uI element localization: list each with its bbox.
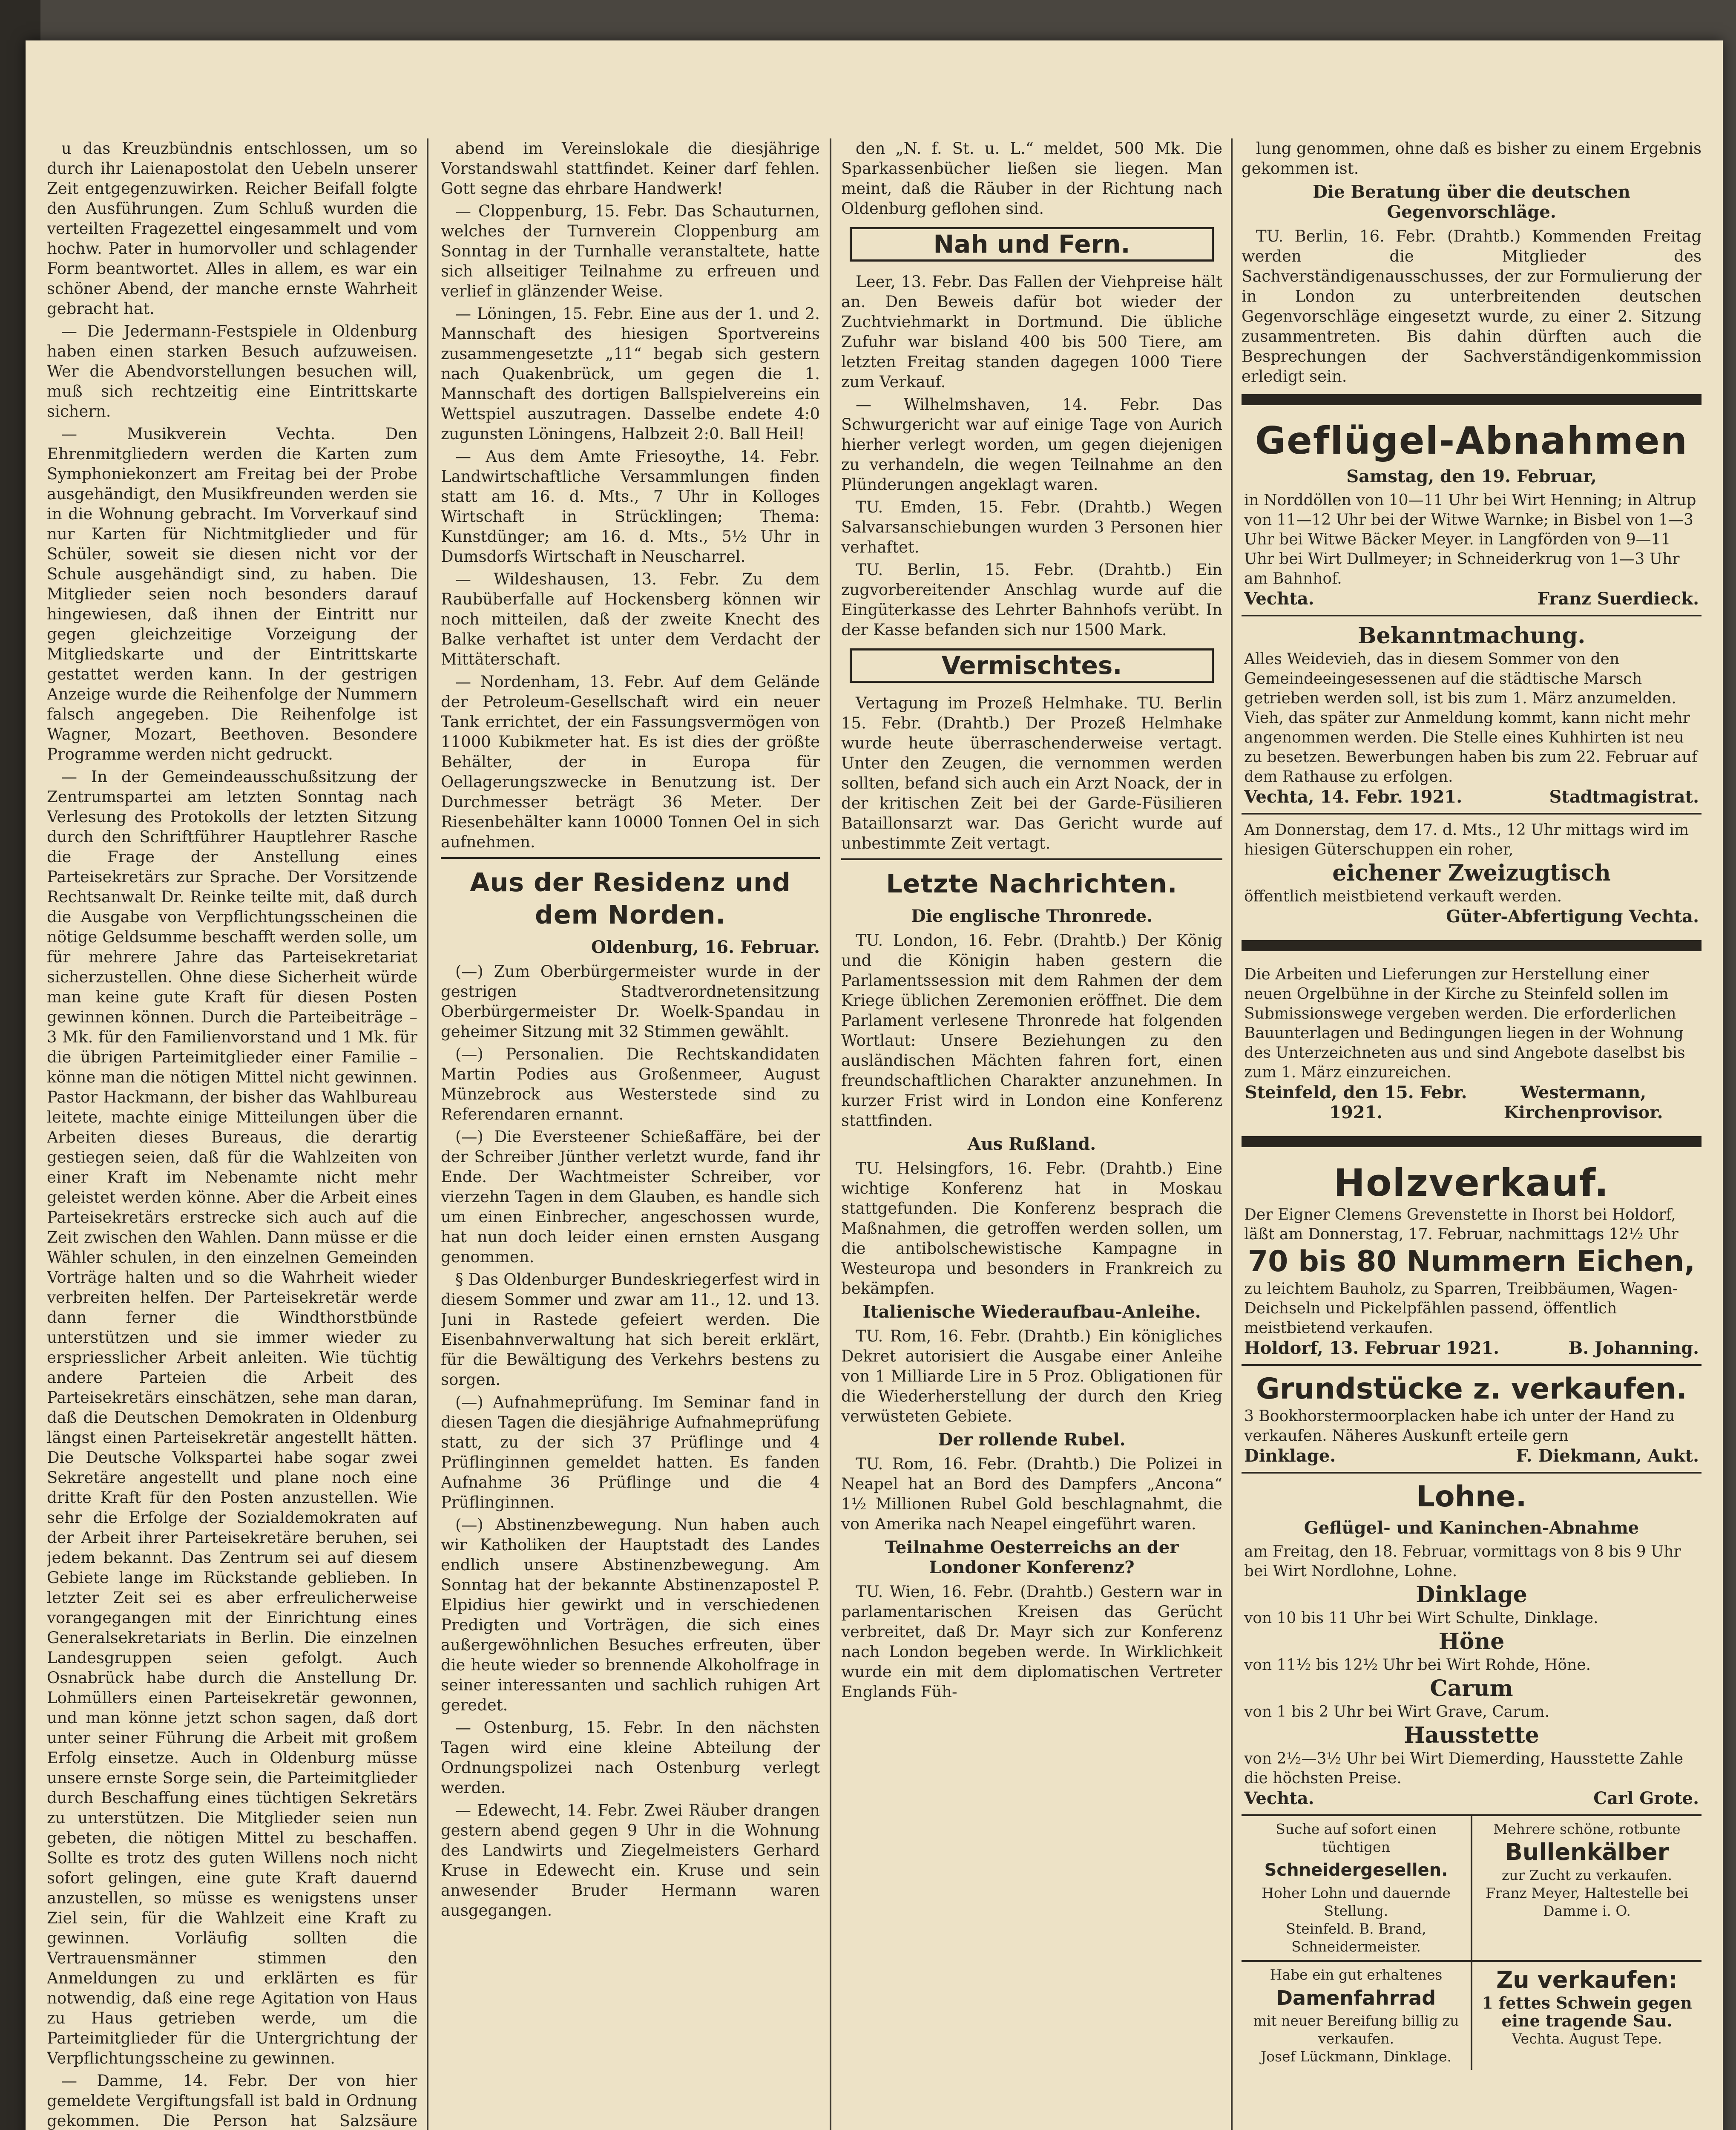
article-paragraph: — Ostenburg, 15. Febr. In den nächsten Tagen wird eine kleine Abteilung der Ordnungspolizei nach Ostenburg verlegt werden. [441,1718,820,1797]
ad-grundstuecke [1242,1364,1702,1472]
ad-damenfahrrad [1242,1962,1471,2070]
ad-signature: Güter-Abfertigung Vechta. [1446,907,1699,927]
ad-gefluegel [1242,413,1702,615]
article-paragraph: — Damme, 14. Febr. Der von hier gemeldete Vergiftungsfall ist bald in Ordnung gekommen. Die Person hat Salzsäure [47,2072,417,2130]
column-4 [1242,138,1702,2130]
article-paragraph: — Die Jedermann-Festspiele in Oldenburg haben einen starken Besuch aufzuweisen. Wer die Abendvorstellungen besuchen will, muß sich rechtzeitig eine Eintrittskarte sichern. [47,322,417,420]
ad-lohne [1242,1472,1702,1814]
ad-place: Vechta. [1244,589,1314,609]
column-rule [830,138,831,2130]
ad-item: eichener Zweizugtisch [1332,860,1611,886]
article-paragraph: — Musikverein Vechta. Den Ehrenmitgliedern werden die Karten zum Symphoniekonzert am Freitag bei der Probe ausgehändigt, den Musikfreunden werden sie in die Wohnung gebracht. Im Vorverkauf sind nur Karten für Nichtmitglieder und für Schüler, soweit sie diesen nicht vor der Schule ausgehändigt sind, zu haben. Die Mitglieder seien noch besonders darauf hingewiesen, daß ihnen der Eintritt nur gegen gleichzeitige Vorzeigung der Mitgliedskarte und der Eintrittskarte gestattet werden kann. In der gestrigen Anzeige wurde die Reihenfolge der Nummern falsch angegeben. Die Reihenfolge ist Wagner, Mozart, Beethoven. Besondere Programme werden nicht gedruckt. [47,425,417,763]
article-paragraph: — Nordenham, 13. Febr. Auf dem Gelände der Petroleum-Gesellschaft wird ein neuer Tank errichtet, der ein Fassungsvermögen von 11000 Kubikmeter hat. Es ist dies der größte Behälter, der in Europa für Oellagerungszwecke in Benutzung ist. Der Durchmesser beträgt 36 Meter. Der Riesenbehälter kann 10000 Tonnen Oel in sich aufnehmen. [441,673,820,851]
article-paragraph: TU. Helsingfors, 16. Febr. (Drahtb.) Eine wichtige Konferenz hat in Moskau stattgefunden. Die Konferenz besprach die Maßnahmen, die getroffen werden sollen, um die antibolschewistische Kampagne in Westeuropa und besonders in Frankreich zu bekämpfen. [841,1159,1222,1298]
ad-place: Holdorf, 13. Februar 1921. [1244,1338,1500,1358]
ad-title: Geflügel-Abnahmen [1255,419,1688,463]
ad-text: von 11½ bis 12½ Uhr bei Wirt Rohde, Höne. [1244,1656,1591,1674]
column-rule [1231,138,1233,2130]
article-paragraph: — Cloppenburg, 15. Febr. Das Schauturnen, welches der Turnverein Cloppenburg am Sonntag in der Turnhalle veranstaltete, hatte sich allseitiger Teilnahme zu erfreuen und verlief in glänzender Weise. [441,202,820,300]
column-rule [427,138,428,2130]
article-paragraph: u das Kreuzbündnis entschlossen, um so durch ihr Laienapostolat den Uebeln unserer Zeit entgegenzuwirken. Reicher Beifall folgte den Ausführungen. Zum Schluß wurden die verteilten Fragezettel eingesammelt und vom hochw. Pater in humorvoller und schlagender Form beantwortet. Alles in allem, es war ein schöner Abend, der manche ernste Wahrheit gebracht hat. [47,139,417,318]
article-paragraph: (—) Personalien. Die Rechtskandidaten Martin Podies aus Großenmeer, August Münzebrock aus Westerstede sind zu Referendaren ernannt. [441,1045,820,1123]
ad-signature: Josef Lückmann, Dinklage. [1261,2048,1451,2065]
divider [841,858,1222,860]
ad-title: Holzverkauf. [1334,1161,1610,1205]
ad-item: Schneidergesellen. [1264,1860,1448,1880]
ad-text: zu leichtem Bauholz, zu Sparren, Treibbäumen, Wagen-Deichseln und Pickelpfählen passend, öffentlich meistbietend verkaufen. [1244,1280,1678,1337]
section-heading-vermischtes: Vermischtes. [850,648,1214,683]
ad-place: Vechta. [1244,1788,1314,1808]
article-paragraph: (—) Abstinenzbewegung. Nun haben auch wir Katholiken der Hauptstadt des Landes endlich unsere Abstinenzbewegung. Am Sonntag hat der bekannte Abstinenzapostel P. Elpidius hier gewirkt und in verschiedenen Predigten und Vorträgen, die sich eines außergewöhnlichen Besuches erfreuten, über die heute wieder so brennende Alkoholfrage in seiner interessanten und sachlich ruhigen Art geredet. [441,1516,820,1714]
ad-title: Bekanntmachung. [1357,623,1586,649]
ad-date: Samstag, den 19. Februar, [1346,466,1597,486]
article-paragraph: — Aus dem Amte Friesoythe, 14. Febr. Landwirtschaftliche Versammlungen finden statt am 16. d. Mts., 7 Uhr in Kolloges Wirtschaft in Strücklingen; Thema: Kunstdünger; am 16. d. Mts., 5½ Uhr in Dumsdorfs Wirtschaft in Neuscharrel. [441,447,820,566]
small-ads-row-2 [1242,1960,1702,2070]
ad-text: von 2½—3½ Uhr bei Wirt Diemerding, Hausstette Zahle die höchsten Preise. [1244,1750,1684,1787]
ad-place-heading: Dinklage [1416,1582,1527,1608]
section-heading-nah-und-fern: Nah und Fern. [850,227,1214,262]
article-paragraph: — Edewecht, 14. Febr. Zwei Räuber drangen gestern abend gegen 9 Uhr in die Wohnung des Landwirts und Ziegelmeisters Gerhard Kruse in Edewecht ein. Kruse und sein anwesender Bruder Hermann waren ausgegangen. [441,1801,820,1920]
article-paragraph: § Das Oldenburger Bundeskriegerfest wird in diesem Sommer und zwar am 11., 12. und 13. Juni in Rastede gefeiert werden. Die Eisenbahnverwaltung hat sich bereit erklärt, für die Bewältigung des Verkehrs bestens zu sorgen. [441,1270,820,1389]
newspaper-page [26,40,1723,2130]
ad-place: Dinklage. [1244,1446,1336,1466]
article-paragraph: abend im Vereinslokale die diesjährige Vorstandswahl stattfindet. Keiner darf fehlen. Gott segne das ehrbare Handwerk! [441,139,820,198]
ad-place-heading: Hausstette [1404,1722,1539,1748]
article-paragraph: — In der Gemeindeausschußsitzung der Zentrumspartei am letzten Sonntag nach Verlesung des Protokolls der letzten Sitzung durch den Schriftführer Hauptlehrer Rasche die Frage der Anstellung eines Parteisekretärs zur Sprache. Der Vorsitzende Rechtsanwalt Dr. Reinke teilte mit, daß durch die Ausgabe von Verpflichtungsscheinen die nötige Geldsumme beschafft werden solle, um für mehrere Jahre das Parteisekretariat sicherzustellen. Ohne diese Sicherheit würde man keine gute Kraft für diesen Posten gewinnen können. Durch die Parteibeiträge – 3 Mk. für den Familienvorstand und 1 Mk. für die übrigen Parteimitglieder einer Familie – könne man die nötigen Mittel nicht gewinnen. Pastor Hackmann, der bisher das Wahlbureau leitete, machte einige Mitteilungen über die Arbeiten dieses Bureaus, die derartig gestiegen seien, daß für die Wahlzeiten von einer Kraft im Nebenamte nicht mehr geleistet werden könne. Aber die Arbeit eines Parteisekretärs erstrecke sich auch auf die Zeit zwischen den Wahlen. Dann müsse er die Wähler schulen, in den einzelnen Gemeinden Vorträge halten und so die Wahrheit wieder verbreiten helfen. Der Parteisekretär werde dann ferner die Windthorstbünde unterstützen und sie immer wieder zu erspriesslicher Arbeit anleiten. Wie tüchtig andere Parteien die Arbeit des Parteisekretärs einschätzen, sehe man daran, daß die Deutschen Demokraten in Oldenburg längst einen Parteisekretär angestellt hätten. Die Deutsche Volkspartei habe sogar zwei Sekretäre angestellt und plane noch eine dritte Kraft für den Posten anzustellen. Wie sehr die Erfolge der Sozialdemokraten auf der Arbeit ihrer Parteisekretäre beruhen, sei jedem bekannt. Das Zentrum sei auf diesem Gebiete lange im Rückstande geblieben. In letzter Zeit sei es aber erfreulicherweise vorangegangen mit der Einrichtung eines Generalsekretariats in Berlin. Die einzelnen Landesgruppen seien gefolgt. Auch Osnabrück habe durch die Anstellung Dr. Lohmüllers einen Parteisekretär gewonnen, und man könne jetzt schon sagen, daß dort unter seiner Führung die Arbeit mit großem Erfolg einsetze. Auch in Oldenburg müsse unsere ernste Sorge sein, die Parteimitglieder durch Beschaffung eines tüchtigen Sekretärs zu unterstützen. Die Mitglieder seien nun gebeten, die nötigen Mittel zu beschaffen. Sollte es trotz des guten Willens noch nicht sofort gelingen, eine gute Kraft dauernd anzustellen, so müsse es wenigstens unser Ziel sein, für die Wahlzeit eine Kraft zu gewinnen. Vorläufig sollten die Vertrauensmänner stimmen den Anmeldungen zu und erklärten es für notwendig, daß eine rege Agitation von Haus zu Haus getrieben werde, um die Parteimitglieder für die Untergrichtung der Verpflichtungsscheine zu gewinnen. [47,768,417,2067]
subheading: Die Beratung über die deutschen Gegenvorschläge. [1313,182,1630,222]
divider [1242,1136,1702,1147]
ad-text: 3 Bookhorstermoorplacken habe ich unter der Hand zu verkaufen. Näheres Auskunft erteile gern [1244,1408,1675,1445]
article-paragraph: TU. London, 16. Febr. (Drahtb.) Der König und die Königin haben gestern die Parlamentssession mit dem Rahmen der dem Kriege üblichen Zeremonien eröffnet. Die dem Parlament verlesene Thronrede hat folgenden Wortlaut: Unsere Beziehungen zu den ausländischen Mächten fahren fort, einen freundschaftlichen Charakter anzunehmen. In kurzer Frist wird in London eine Konferenz stattfinden. [841,931,1222,1130]
subheading: Aus Rußland. [967,1134,1096,1154]
ad-text: Die Arbeiten und Lieferungen zur Herstellung einer neuen Orgelbühne in der Kirche zu Steinfeld sollen im Submissionswege vergeben werden. Die erforderlichen Bauunterlagen und Bedingungen liegen in der Wohnung des Unterzeichneten aus und sind Angebote daselbst bis zum 1. März einzureichen. [1244,966,1685,1081]
article-paragraph: Vertagung im Prozeß Helmhake. TU. Berlin 15. Febr. (Drahtb.) Der Prozeß Helmhake wurde heute überraschenderweise vertagt. Unter den Zeugen, die vernommen werden sollten, befand sich auch ein Arzt Noack, der in der kritischen Zeit bei der Garde-Füsilieren Bataillonsarzt war. Das Gericht wurde auf unbestimmte Zeit vertagt. [841,694,1222,852]
ad-text: 1 fettes Schwein gegen eine tragende Sau. [1482,1993,1692,2030]
ad-item: 70 bis 80 Nummern Eichen, [1247,1245,1696,1278]
ad-orgelbuehne [1242,959,1702,1128]
ad-bekanntmachung [1242,615,1702,813]
column-1 [47,138,417,2130]
ad-item: Bullenkälber [1505,1839,1669,1865]
ad-signature: Franz Meyer, Haltestelle bei Damme i. O. [1486,1885,1688,1919]
section-heading-residenz: Aus der Residenz und dem Norden. [470,868,791,930]
ad-signature: B. Johanning. [1568,1338,1699,1358]
ad-text: mit neuer Bereifung billig zu verkaufen. [1253,2012,1459,2047]
section-heading-letzte-nachrichten: Letzte Nachrichten. [886,869,1178,899]
ad-schneidergeselle [1242,1816,1471,1960]
article-paragraph: TU. Rom, 16. Febr. (Drahtb.) Ein königliches Dekret autorisiert die Ausgabe einer Anleihe von 1 Milliarde Lire in 5 Proz. Obligationen für die Wiederherstellung der durch den Krieg verwüsteten Gebiete. [841,1327,1222,1425]
divider [1242,394,1702,405]
subheading: Teilnahme Oesterreichs an der Londoner Konferenz? [885,1537,1179,1577]
dateline: Oldenburg, 16. Februar. [591,937,820,957]
ad-place-heading: Höne [1438,1629,1505,1655]
ad-signature: F. Diekmann, Aukt. [1516,1446,1699,1466]
ad-text: Mehrere schöne, rotbunte [1493,1821,1681,1837]
ad-text: am Freitag, den 18. Februar, vormittags von 8 bis 9 Uhr bei Wirt Nordlohne, Lohne. [1244,1543,1681,1580]
article-paragraph: TU. Wien, 16. Febr. (Drahtb.) Gestern war in parlamentarischen Kreisen das Gerücht verbreitet, daß Dr. Mayr sich zur Konferenz nach London begeben werde. In Wirklichkeit wurde ein mit dem diplomatischen Vertreter Englands Füh- [841,1583,1222,1701]
ad-signature: Franz Suerdieck. [1537,589,1699,609]
divider [1242,940,1702,951]
article-paragraph: TU. Berlin, 16. Febr. (Drahtb.) Kommenden Freitag werden die Mitglieder des Sachverständigenausschusses, der zur Formulierung der in London zu unterbreitenden deutschen Gegenvorschläge eingesetzt wurde, zu einer 2. Sitzung zusammentreten. Bis dahin dürften auch die Besprechungen der Sachverständigenkommission erledigt sein. [1242,227,1702,386]
article-paragraph: — Wildeshausen, 13. Febr. Zu dem Raubüberfalle auf Hockensberg können wir noch mitteilen, daß der zweite Knecht des Balke verhaftet ist unter dem Verdacht der Mittäterschaft. [441,570,820,668]
article-paragraph: (—) Zum Oberbürgermeister wurde in der gestrigen Stadtverordnetensitzung Oberbürgermeister Dr. Woelk-Spandau in geheimer Sitzung mit 32 Stimmen gewählt. [441,962,820,1041]
ad-text: von 10 bis 11 Uhr bei Wirt Schulte, Dinklage. [1244,1609,1598,1627]
ad-text: Alles Weidevieh, das in diesem Sommer von den Gemeindeeingesessenen auf die städtische Marsch getrieben werden soll, ist bis zum 1. März anzumelden. Vieh, das später zur Anmeldung kommt, kann nicht mehr angenommen werden. Die Stelle eines Kuhhirten ist neu zu besetzen. Bewerbungen haben bis zum 22. Februar auf dem Rathause zu erfolgen. [1244,651,1698,786]
ad-subtitle: Geflügel- und Kaninchen-Abnahme [1304,1518,1639,1538]
small-ads-row-1 [1242,1814,1702,1960]
ad-item: Zu verkaufen: [1496,1966,1678,1993]
ad-title: Grundstücke z. verkaufen. [1256,1372,1687,1406]
ad-signature: Steinfeld. B. Brand, Schneidermeister. [1286,1920,1426,1955]
article-paragraph: TU. Berlin, 15. Febr. (Drahtb.) Ein zugvorbereitender Anschlag wurde auf die Eingüterkasse des Lehrter Bahnhofs verübt. In der Kasse befanden sich nur 1500 Mark. [841,561,1222,639]
ad-holzverkauf [1242,1155,1702,1364]
ad-signature: Carl Grote. [1593,1788,1699,1808]
ad-text: Habe ein gut erhaltenes [1270,1966,1443,1983]
article-paragraph: lung genommen, ohne daß es bisher zu einem Ergebnis gekommen ist. [1242,139,1702,178]
column-3 [841,138,1222,2130]
ad-bullenkaelber [1471,1816,1702,1960]
article-paragraph: TU. Emden, 15. Febr. (Drahtb.) Wegen Salvarsanschiebungen wurden 3 Personen hier verhaftet. [841,498,1222,556]
article-paragraph: — Wilhelmshaven, 14. Febr. Das Schwurgericht war auf einige Tage von Aurich hierher verlegt worden, um gegen diejenigen zu verhandeln, die wegen Teilnahme an den Plünderungen angeklagt waren. [841,395,1222,494]
ad-zweizugtisch [1242,813,1702,933]
article-paragraph: (—) Die Eversteener Schießaffäre, bei der der Schreiber Jünther verletzt wurde, fand ihr Ende. Der Wachtmeister Schreiber, vor vierzehn Tagen in dem Glauben, es handle sich um einen Einbrecher, angeschossen wurde, hat nun doch leider einen ernsten Ausgang genommen. [441,1128,820,1266]
ad-item: Damenfahrrad [1276,1986,1436,2009]
ad-text: von 1 bis 2 Uhr bei Wirt Grave, Carum. [1244,1703,1550,1721]
article-paragraph: (—) Aufnahmeprüfung. Im Seminar fand in diesen Tagen die diesjährige Aufnahmeprüfung statt, zu der sich 37 Prüflinge und 4 Prüflinginnen gemeldet hatten. Es fanden Aufnahme 36 Prüflinge und die 4 Prüflinginnen. [441,1393,820,1511]
ad-schwein [1471,1962,1702,2070]
article-paragraph: Leer, 13. Febr. Das Fallen der Viehpreise hält an. Den Beweis dafür bot wieder der Zuchtviehmarkt in Dortmund. Die übliche Zufuhr war bisland 400 bis 500 Tiere, am letzten Freitag standen dagegen 1000 Tiere zum Verkauf. [841,273,1222,391]
ad-title: Lohne. [1416,1480,1527,1514]
ad-text: zur Zucht zu verkaufen. [1501,1867,1673,1883]
ad-text: Der Eigner Clemens Grevenstette in Ihorst bei Holdorf, läßt am Donnerstag, 17. Februar, nachmittags 12½ Uhr [1244,1206,1679,1243]
ad-signature: Stadtmagistrat. [1549,787,1699,807]
ad-text: Hoher Lohn und dauernde Stellung. [1262,1885,1451,1919]
subheading: Italienische Wiederaufbau-Anleihe. [862,1302,1201,1322]
ad-text: Suche auf sofort einen tüchtigen [1276,1821,1437,1855]
column-2 [441,138,820,2130]
subheading: Die englische Thronrede. [911,906,1153,926]
article-paragraph: den „N. f. St. u. L.“ meldet, 500 Mk. Die Sparkassenbücher ließen sie liegen. Man meint, daß die Räuber in der Richtung nach Oldenburg geflohen sind. [841,139,1222,218]
ad-place: Steinfeld, den 15. Febr. 1921. [1245,1082,1467,1123]
ad-text: öffentlich meistbietend verkauft werden. [1244,888,1562,905]
ad-place-heading: Carum [1430,1675,1513,1701]
ad-signature: Westermann, Kirchenprovisor. [1503,1082,1663,1123]
subheading: Der rollende Rubel. [938,1430,1126,1450]
ad-text: in Norddöllen von 10—11 Uhr bei Wirt Henning; in Altrup von 11—12 Uhr bei der Witwe Warnke; in Bisbel von 1—3 Uhr bei Witwe Bäcker Meyer. in Langförden von 9—11 Uhr bei Wirt Dullmeyer; in Schneiderkrug von 1—3 Uhr am Bahnhof. [1244,492,1696,587]
article-paragraph: TU. Rom, 16. Febr. (Drahtb.) Die Polizei in Neapel hat an Bord des Dampfers „Ancona“ 1½ Millionen Rubel Gold beschlagnahmt, die von Amerika nach Neapel eingeführt waren. [841,1455,1222,1533]
ad-signature: Vechta. August Tepe. [1512,2030,1662,2047]
divider [441,857,820,859]
ad-place: Vechta, 14. Febr. 1921. [1244,787,1463,807]
ad-text: Am Donnerstag, dem 17. d. Mts., 12 Uhr mittags wird im hiesigen Güterschuppen ein roher, [1244,821,1689,858]
article-paragraph: — Löningen, 15. Febr. Eine aus der 1. und 2. Mannschaft des hiesigen Sportvereins zusammengesetzte „11“ begab sich gestern nach Quakenbrück, um gegen die 1. Mannschaft des dortigen Ballspielvereins ein Wettspiel auszutragen. Dasselbe endete 4:0 zugunsten Löningens, Halbzeit 2:0. Ball Heil! [441,305,820,443]
